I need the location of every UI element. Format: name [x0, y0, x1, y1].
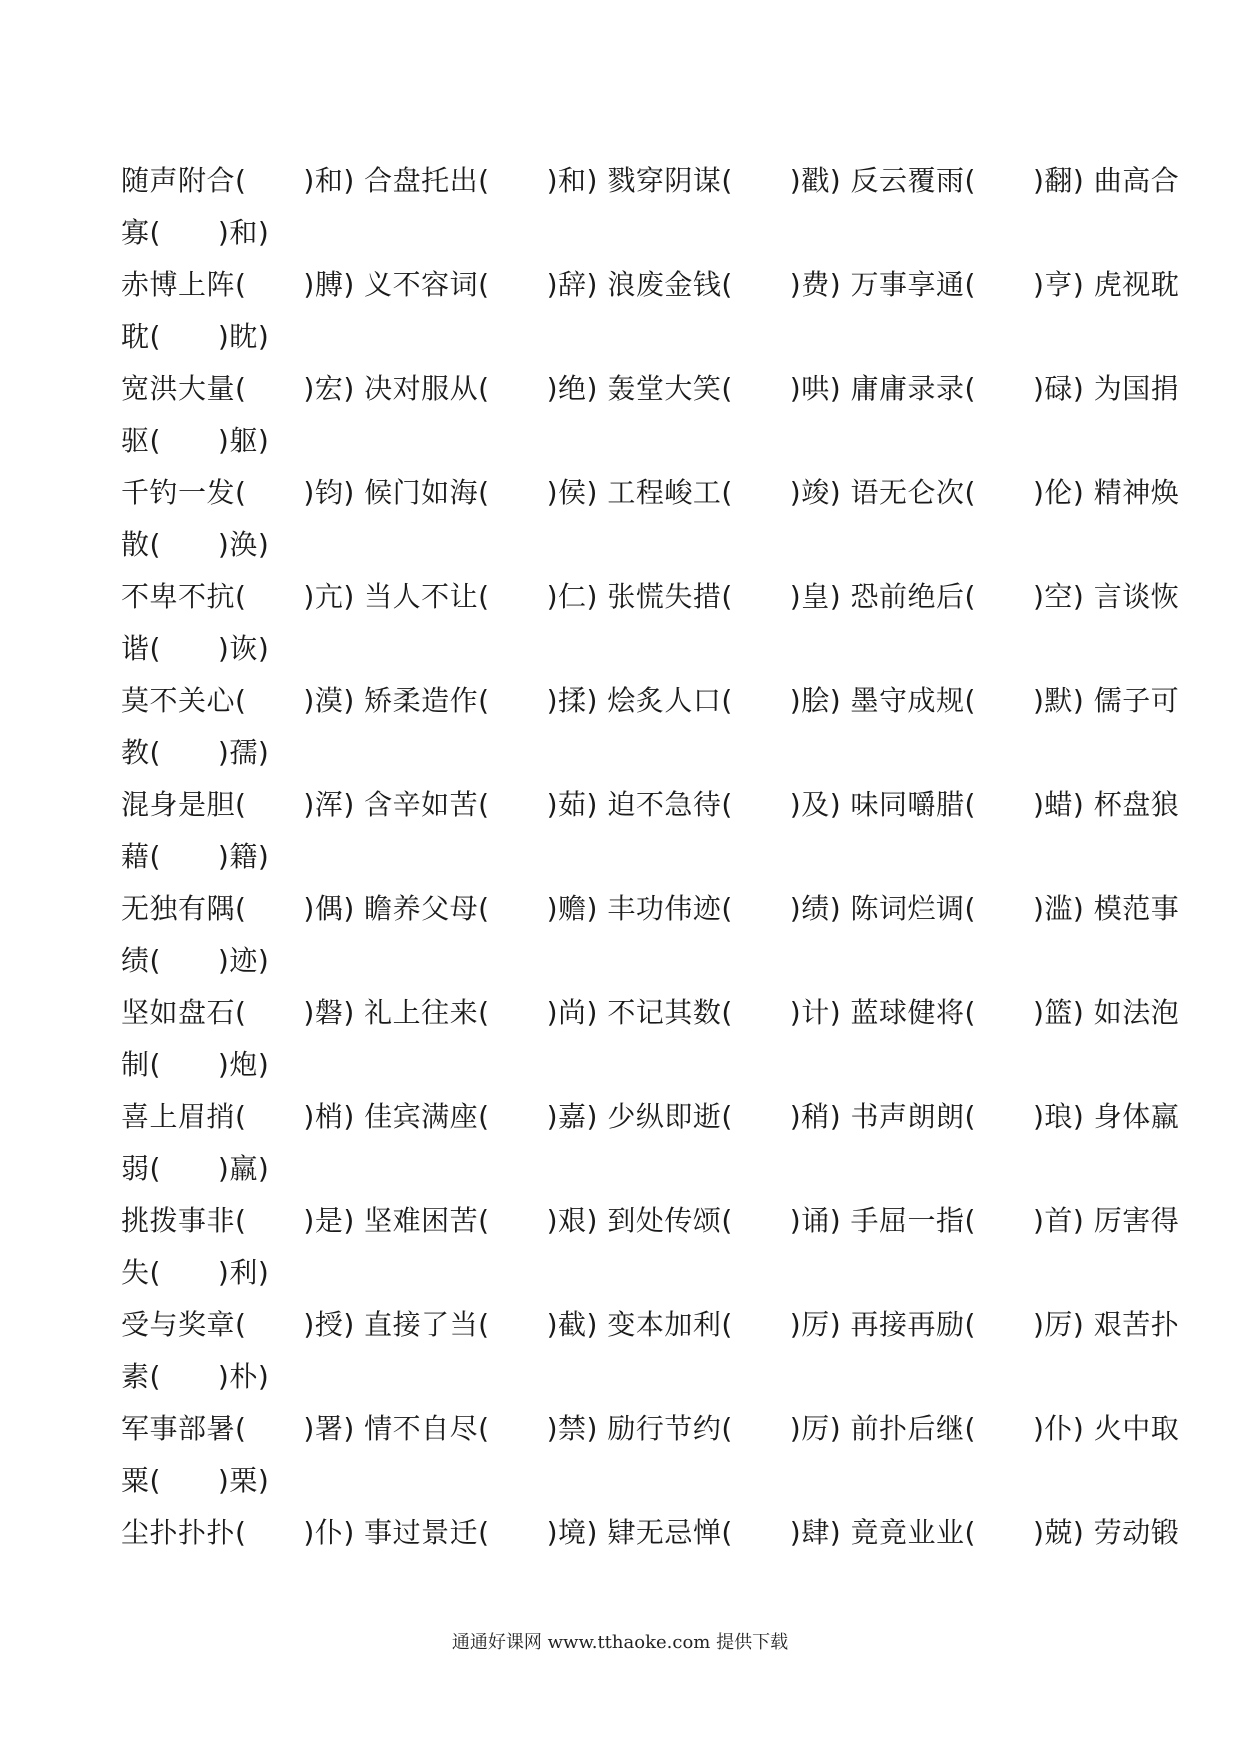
- exercise-line: 驱( )躯): [121, 424, 270, 457]
- exercise-line: 素( )朴): [121, 1360, 270, 1393]
- exercise-line: 寡( )和): [121, 216, 270, 249]
- page-footer: 通通好课网 www.tthaoke.com 提供下载: [451, 1632, 789, 1653]
- exercise-line: 失( )利): [121, 1256, 270, 1289]
- exercise-line: 坚如盘石( )磐) 礼上往来( )尚) 不记其数( )计) 蓝球健将( )篮) 如法泡: [121, 996, 1180, 1029]
- exercise-line: 随声附合( )和) 合盘托出( )和) 戮穿阴谋( )戳) 反云覆雨( )翻) 曲高合: [121, 164, 1180, 197]
- exercise-line: 莫不关心( )漠) 矫柔造作( )揉) 烩炙人口( )脍) 墨守成规( )默) 儒子可: [121, 684, 1180, 717]
- exercise-line: 挑拨事非( )是) 坚难困苦( )艰) 到处传颂( )诵) 手屈一指( )首) 厉害得: [121, 1204, 1180, 1237]
- exercise-line: 谐( )诙): [121, 632, 270, 665]
- exercise-line: 无独有隅( )偶) 瞻养父母( )赡) 丰功伟迹( )绩) 陈词烂调( )滥) 模范事: [121, 892, 1180, 925]
- exercise-line: 耽( )眈): [121, 320, 270, 353]
- exercise-line: 教( )孺): [121, 736, 270, 769]
- exercise-line: 制( )炮): [121, 1048, 270, 1081]
- exercise-line: 赤博上阵( )膊) 义不容词( )辞) 浪废金钱( )费) 万事享通( )亨) 虎视耽: [121, 268, 1180, 301]
- exercise-line: 藉( )籍): [121, 840, 270, 873]
- exercise-line: 绩( )迹): [121, 944, 270, 977]
- exercise-line: 千钓一发( )钧) 候门如海( )侯) 工程峻工( )竣) 语无仑次( )伦) 精神焕: [121, 476, 1180, 509]
- exercise-line: 受与奖章( )授) 直接了当( )截) 变本加利( )厉) 再接再励( )厉) 艰苦扑: [121, 1308, 1180, 1341]
- exercise-line: 不卑不抗( )亢) 当人不让( )仁) 张慌失措( )皇) 恐前绝后( )空) 言谈恢: [121, 580, 1180, 613]
- exercise-line: 粟( )栗): [121, 1464, 270, 1497]
- exercise-line: 弱( )羸): [121, 1152, 270, 1185]
- exercise-line: 喜上眉捎( )梢) 佳宾满座( )嘉) 少纵即逝( )稍) 书声朗朗( )琅) 身体羸: [121, 1100, 1180, 1133]
- exercise-list: [121, 155, 1180, 1559]
- exercise-line: 混身是胆( )浑) 含辛如苦( )茹) 迫不急待( )及) 味同嚼腊( )蜡) 杯盘狼: [121, 788, 1180, 821]
- exercise-line: 宽洪大量( )宏) 决对服从( )绝) 轰堂大笑( )哄) 庸庸录录( )碌) 为国捐: [121, 372, 1180, 405]
- exercise-line: 散( )涣): [121, 528, 270, 561]
- exercise-line: 军事部暑( )署) 情不自尽( )禁) 励行节约( )厉) 前扑后继( )仆) 火中取: [121, 1412, 1180, 1445]
- exercise-line: 尘扑扑扑( )仆) 事过景迁( )境) 肄无忌惮( )肆) 竟竟业业( )兢) 劳动锻: [121, 1516, 1180, 1549]
